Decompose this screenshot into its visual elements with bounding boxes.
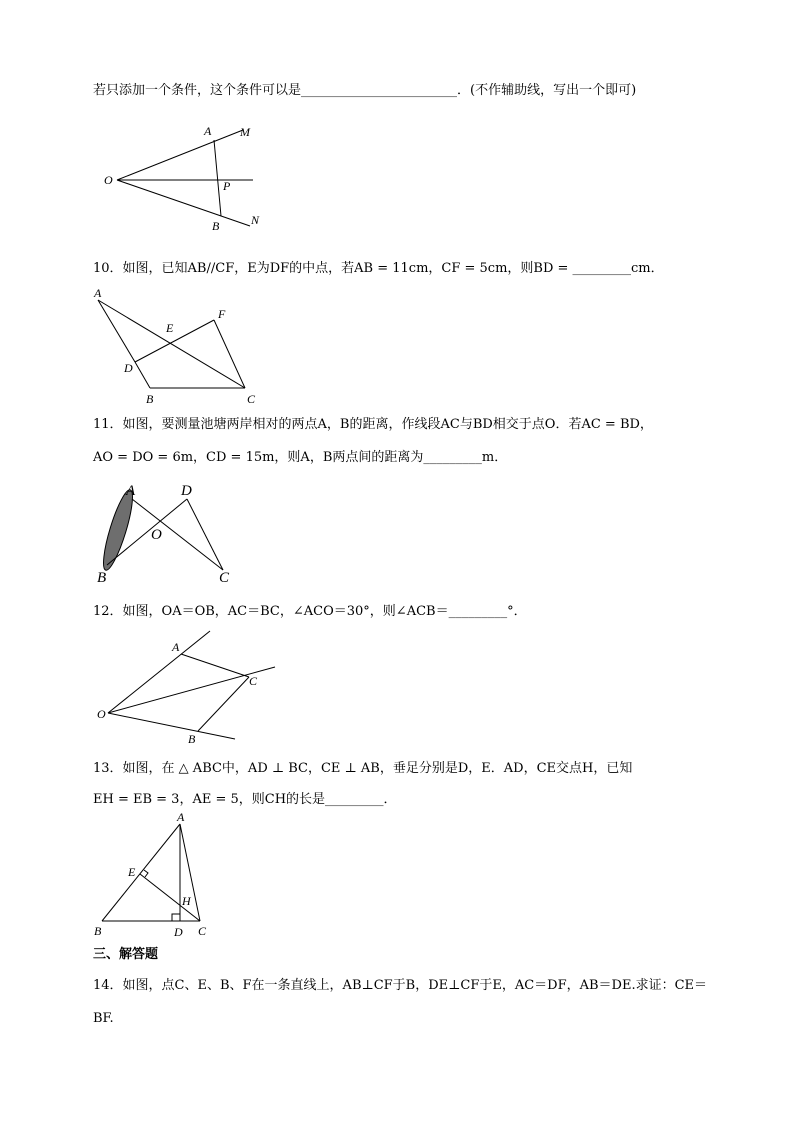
label-b: B [212,219,220,233]
q14-text-line2: BF. [93,1011,114,1026]
figure-q11 [93,478,243,588]
label-d: D [124,361,133,375]
right-angle-e [144,870,148,877]
q13-text-line2: EH = EB = 3，AE = 5，则CH的长是_________． [93,792,397,807]
q14-text-line1: 14．如图，点C、E、B、F在一条直线上，AB⊥CF于B，DE⊥CF于E，AC＝DF，AB＝DE.求证：CE＝ [93,978,708,993]
q10-text: 10．如图，已知AB//CF，E为DF的中点，若AB = 11cm，CF = 5cm，则BD = _________cm． [93,261,664,276]
label-o: O [104,173,113,187]
q13-text-line1: 13．如图，在 △ ABC中，AD ⊥ BC，CE ⊥ AB，垂足分别是D，E．AD，CE交点H，已知 [93,761,633,776]
label-c: C [247,392,256,406]
label-m: M [240,125,250,139]
q12-text: 12．如图，OA＝OB，AC＝BC，∠ACO＝30°，则∠ACB＝_________°． [93,604,527,619]
figure-q9 [95,122,275,237]
label-a: A [94,286,102,300]
label-o: O [97,707,106,721]
label-b: B [97,570,107,586]
ray-oa [108,631,210,713]
label-d: D [181,483,192,499]
ray-om [117,130,243,180]
segment-ac [181,654,249,677]
label-e: E [128,865,136,879]
label-a: A [172,640,180,654]
label-h: H [182,894,191,908]
q9-condition-text: 若只添加一个条件，这个条件可以是________________________．(不作辅助线，写出一个即可) [93,83,637,98]
label-b: B [94,924,102,938]
label-b: B [188,732,196,746]
altitude-ce [140,874,200,921]
segment-df [135,320,214,362]
figure-q10 [90,285,270,410]
label-c: C [249,674,258,688]
q11-text-line1: 11．如图，要测量池塘两岸相对的两点A，B的距离，作线段AC与BD相交于点O．若AC = BD， [93,417,653,432]
q11-text-line2: AO = DO = 6m，CD = 15m，则A，B两点间的距离为_________m． [93,450,508,465]
segment-ad [98,300,135,362]
segment-bc [198,677,249,731]
figure-q13 [90,810,220,940]
label-c: C [219,570,230,586]
right-angle-d [172,914,180,921]
label-p: P [223,179,231,193]
label-d: D [174,925,183,939]
label-a: A [126,483,136,499]
label-a: A [204,124,212,138]
label-f: F [218,307,226,321]
label-a: A [177,810,185,824]
segment-dc [187,499,223,570]
segment-ab [214,140,221,216]
label-c: C [198,924,207,938]
section-heading: 三、解答题 [93,947,159,962]
label-b: B [146,392,154,406]
segment-ac [132,499,223,570]
segment-fc [214,320,245,388]
pond [98,487,138,572]
label-o: O [151,527,162,543]
label-n: N [251,213,260,227]
segment-db [135,362,150,388]
segment-ab [102,824,180,921]
label-e: E [166,321,174,335]
figure-q12 [93,627,283,747]
ray-ob [108,713,235,739]
